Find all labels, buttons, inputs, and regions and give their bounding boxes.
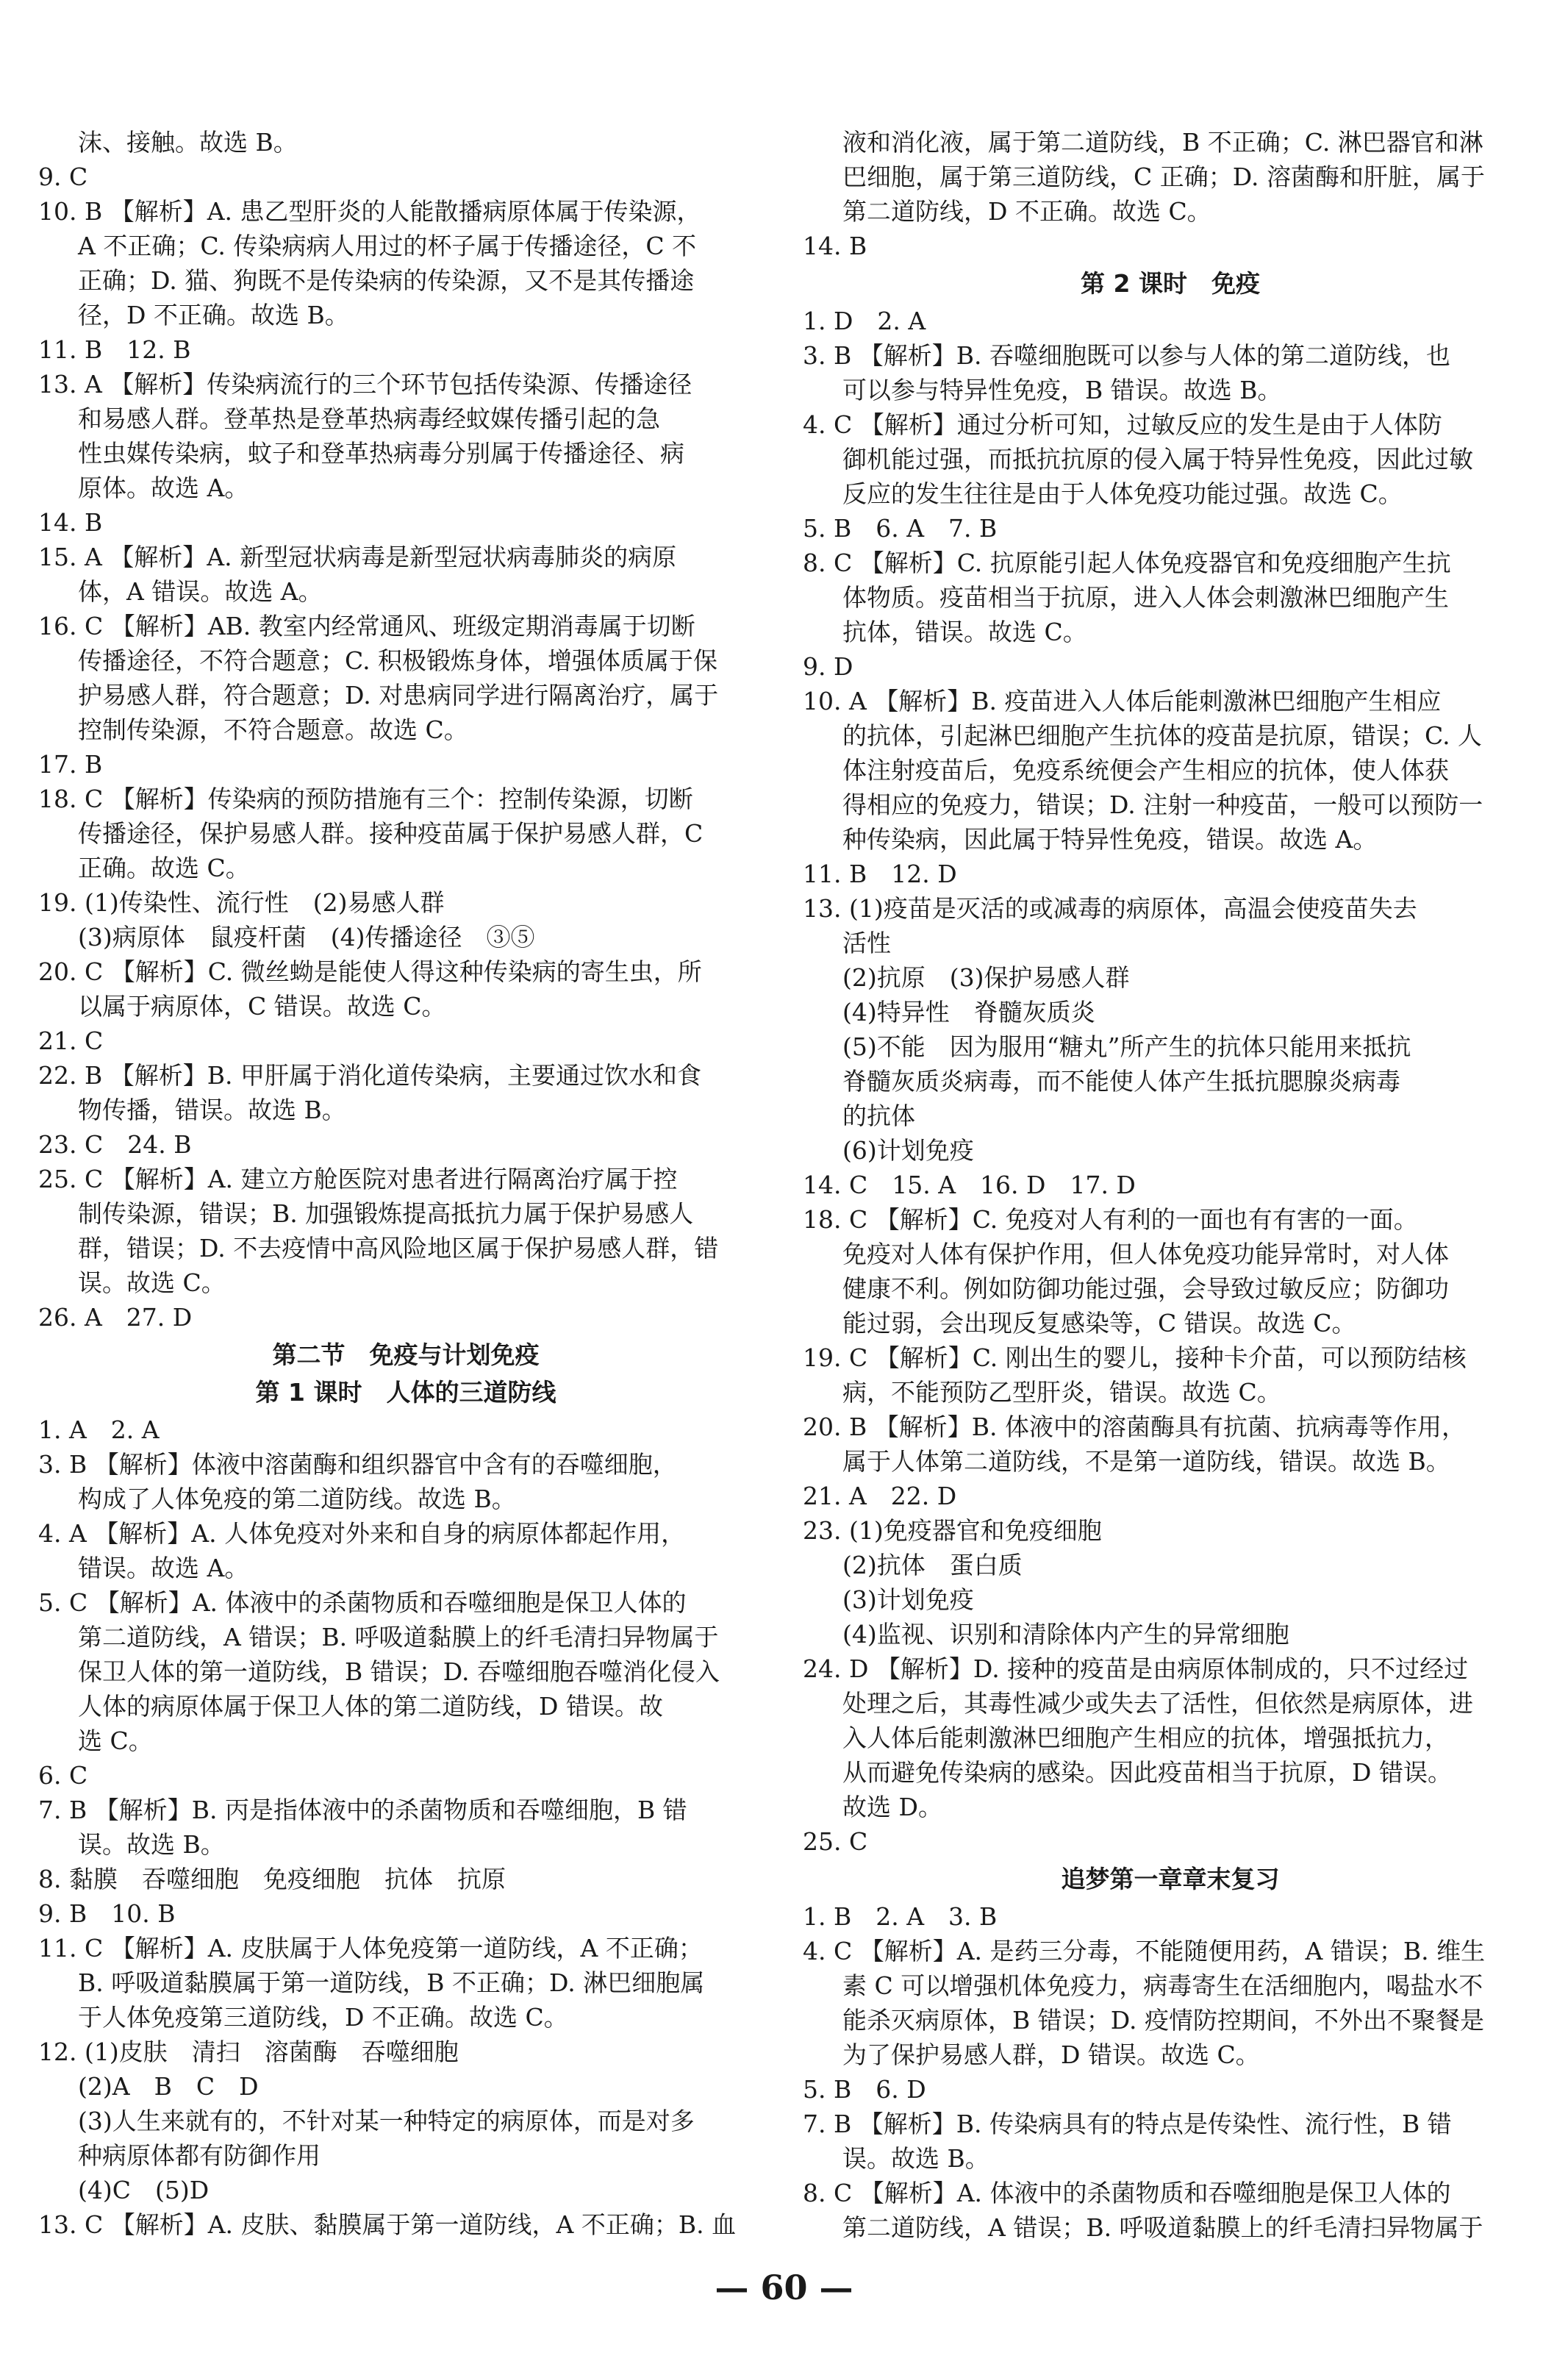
answer-line: 14. B (38, 508, 103, 537)
left-column (38, 125, 773, 2242)
answer-continuation: 可以参与特异性免疫，B 错误。故选 B。 (842, 376, 1282, 404)
answer-continuation: 原体。故选 A。 (78, 474, 249, 502)
answer-continuation: 素 C 可以增强机体免疫力，病毒寄生在活细胞内，喝盐水不 (842, 1971, 1483, 2000)
answer-continuation: 为了保护易感人群，D 错误。故选 C。 (842, 2040, 1260, 2069)
answer-continuation: 第二道防线，A 错误；B. 呼吸道黏膜上的纤毛清扫异物属于 (78, 1623, 719, 1651)
answer-line: 11. B 12. B (38, 335, 191, 364)
answer-line: 13. C 【解析】A. 皮肤、黏膜属于第一道防线，A 不正确；B. 血 (38, 2210, 737, 2239)
answer-continuation: 径，D 不正确。故选 B。 (78, 301, 349, 329)
answer-continuation: 传播途径，不符合题意；C. 积极锻炼身体，增强体质属于保 (78, 646, 718, 675)
answer-line: 8. C 【解析】A. 体液中的杀菌物质和吞噬细胞是保卫人体的 (803, 2179, 1451, 2207)
answer-line: 21. C (38, 1026, 104, 1055)
answer-continuation: 故选 D。 (842, 1793, 942, 1821)
answer-continuation: 属于人体第二道防线，不是第一道防线，错误。故选 B。 (842, 1447, 1450, 1476)
answer-continuation: 抗体，错误。故选 C。 (842, 618, 1087, 646)
answer-continuation: 保卫人体的第一道防线，B 错误；D. 吞噬细胞吞噬消化侵入 (78, 1657, 720, 1686)
answer-line: 7. B 【解析】B. 传染病具有的特点是传染性、流行性，B 错 (803, 2110, 1452, 2138)
section-heading: 追梦第一章章末复习 (1061, 1865, 1280, 1893)
answer-line: 18. C 【解析】传染病的预防措施有三个：控制传染源，切断 (38, 785, 693, 813)
answer-continuation: 性虫媒传染病，蚊子和登革热病毒分别属于传播途径、病 (78, 439, 684, 468)
answer-continuation: 选 C。 (78, 1726, 153, 1755)
answer-continuation: 群，错误；D. 不去疫情中高风险地区属于保护易感人群，错 (78, 1234, 719, 1262)
answer-line: 9. B 10. B (38, 1899, 176, 1928)
answer-continuation: 活性 (842, 929, 891, 957)
answer-continuation: (6)计划免疫 (842, 1136, 974, 1165)
answer-continuation: 巴细胞，属于第三道防线，C 正确；D. 溶菌酶和肝脏，属于 (842, 162, 1486, 191)
answer-continuation: 误。故选 B。 (78, 1830, 225, 1859)
answer-continuation: (4)C (5)D (78, 2176, 210, 2204)
answer-continuation: 脊髓灰质炎病毒，而不能使人体产生抵抗腮腺炎病毒 (842, 1067, 1400, 1096)
answer-line: 23. C 24. B (38, 1130, 192, 1159)
answer-line: 1. A 2. A (38, 1415, 160, 1444)
answer-line: 20. B 【解析】B. 体液中的溶菌酶具有抗菌、抗病毒等作用， (803, 1412, 1466, 1441)
answer-continuation: 正确；D. 猫、狗既不是传染病的传染源，又不是其传播途 (78, 266, 695, 295)
answer-continuation: (2)A B C D (78, 2072, 259, 2101)
answer-continuation: 第二道防线，A 错误；B. 呼吸道黏膜上的纤毛清扫异物属于 (842, 2213, 1483, 2242)
answer-line: 22. B 【解析】B. 甲肝属于消化道传染病，主要通过饮水和食 (38, 1061, 701, 1090)
answer-continuation: (5)不能 因为服用“糖丸”所产生的抗体只能用来抵抗 (842, 1032, 1411, 1061)
answer-continuation: 处理之后，其毒性减少或失去了活性，但依然是病原体，进 (842, 1689, 1473, 1718)
answer-continuation: 制传染源，错误；B. 加强锻炼提高抵抗力属于保护易感人 (78, 1199, 694, 1228)
answer-continuation: 误。故选 C。 (78, 1268, 226, 1297)
answer-continuation: (4)特异性 脊髓灰质炎 (842, 998, 1095, 1026)
answer-line: 17. B (38, 750, 103, 779)
answer-continuation: 控制传染源，不符合题意。故选 C。 (78, 715, 468, 744)
answer-continuation: 的抗体 (842, 1101, 915, 1130)
answer-continuation: 得相应的免疫力，错误；D. 注射一种疫苗，一般可以预防一 (842, 790, 1483, 819)
answer-continuation: 液和消化液，属于第二道防线，B 不正确；C. 淋巴器官和淋 (842, 128, 1483, 157)
answer-continuation: 从而避免传染病的感染。因此疫苗相当于抗原，D 错误。 (842, 1758, 1452, 1787)
answer-line: 11. C 【解析】A. 皮肤属于人体免疫第一道防线，A 不正确； (38, 1934, 703, 1963)
answer-line: 8. 黏膜 吞噬细胞 免疫细胞 抗体 抗原 (38, 1865, 506, 1893)
answer-line: 13. A 【解析】传染病流行的三个环节包括传染源、传播途径 (38, 370, 692, 399)
answer-line: 16. C 【解析】AB. 教室内经常通风、班级定期消毒属于切断 (38, 612, 695, 640)
answer-continuation: 第二道防线，D 不正确。故选 C。 (842, 197, 1211, 226)
answer-line: 25. C (803, 1827, 868, 1856)
answer-continuation: 免疫对人体有保护作用，但人体免疫功能异常时，对人体 (842, 1240, 1449, 1268)
answer-continuation: (4)监视、识别和清除体内产生的异常细胞 (842, 1620, 1289, 1649)
answer-continuation: 护易感人群，符合题意；D. 对患病同学进行隔离治疗，属于 (78, 681, 719, 710)
answer-line: 1. B 2. A 3. B (803, 1902, 998, 1931)
answer-continuation: 健康不利。例如防御功能过强，会导致过敏反应；防御功 (842, 1274, 1449, 1303)
answer-line: 6. C (38, 1761, 88, 1790)
answer-line: 4. C 【解析】通过分析可知，过敏反应的发生是由于人体防 (803, 410, 1442, 439)
answer-line: 5. B 6. A 7. B (803, 514, 998, 543)
answer-line: 3. B 【解析】体液中溶菌酶和组织器官中含有的吞噬细胞， (38, 1450, 677, 1479)
answer-line: 3. B 【解析】B. 吞噬细胞既可以参与人体的第二道防线，也 (803, 341, 1450, 370)
answer-line: 24. D 【解析】D. 接种的疫苗是由病原体制成的，只不过经过 (803, 1654, 1469, 1683)
answer-line: 4. A 【解析】A. 人体免疫对外来和自身的病原体都起作用， (38, 1519, 686, 1548)
answer-continuation: (3)病原体 鼠疫杆菌 (4)传播途径 ③⑤ (78, 923, 535, 951)
answer-continuation: 御机能过强，而抵抗抗原的侵入属于特异性免疫，因此过敏 (842, 445, 1473, 474)
page-number: — 60 — (715, 2268, 853, 2307)
answer-continuation: (2)抗原 (3)保护易感人群 (842, 963, 1130, 992)
section-heading: 第二节 免疫与计划免疫 (272, 1340, 540, 1369)
answer-line: 9. D (803, 652, 853, 681)
answer-line: 20. C 【解析】C. 微丝蚴是能使人得这种传染病的寄生虫，所 (38, 957, 702, 986)
answer-continuation: 体，A 错误。故选 A。 (78, 577, 323, 606)
answer-line: 11. B 12. D (803, 860, 957, 888)
answer-line: 15. A 【解析】A. 新型冠状病毒是新型冠状病毒肺炎的病原 (38, 543, 677, 571)
answer-line: 19. (1)传染性、流行性 (2)易感人群 (38, 888, 445, 917)
answer-continuation: 体物质。疫苗相当于抗原，进入人体会刺激淋巴细胞产生 (842, 583, 1449, 612)
answer-continuation: (3)人生来就有的，不针对某一种特定的病原体，而是对多 (78, 2107, 695, 2135)
answer-continuation: 种传染病，因此属于特异性免疫，错误。故选 A。 (842, 825, 1378, 854)
answer-continuation: 构成了人体免疫的第二道防线。故选 B。 (78, 1485, 516, 1513)
answer-continuation: 误。故选 B。 (842, 2144, 989, 2173)
answer-continuation: 能过弱，会出现反复感染等，C 错误。故选 C。 (842, 1309, 1356, 1338)
answer-continuation: 和易感人群。登革热是登革热病毒经蚊媒传播引起的急 (78, 404, 660, 433)
answer-continuation: 以属于病原体，C 错误。故选 C。 (78, 992, 446, 1021)
answer-continuation: 传播途径，保护易感人群。接种疫苗属于保护易感人群，C (78, 819, 704, 848)
answer-line: 9. C (38, 162, 88, 191)
answer-line: 1. D 2. A (803, 307, 926, 335)
answer-continuation: 体注射疫苗后，免疫系统便会产生相应的抗体，使人体获 (842, 756, 1449, 785)
answer-line: 13. (1)疫苗是灭活的或减毒的病原体，高温会使疫苗失去 (803, 894, 1417, 923)
answer-line: 18. C 【解析】C. 免疫对人有利的一面也有有害的一面。 (803, 1205, 1418, 1234)
answer-line: 26. A 27. D (38, 1303, 193, 1332)
answer-continuation: 物传播，错误。故选 B。 (78, 1096, 346, 1124)
answer-continuation: A 不正确；C. 传染病病人用过的杯子属于传播途径，C 不 (78, 232, 697, 260)
answer-line: 14. C 15. A 16. D 17. D (803, 1171, 1136, 1199)
answer-continuation: 反应的发生往往是由于人体免疫功能过强。故选 C。 (842, 479, 1403, 508)
answer-continuation: 入人体后能刺激淋巴细胞产生相应的抗体，增强抵抗力， (842, 1724, 1449, 1752)
answer-line: 14. B (803, 232, 867, 260)
answer-continuation: 病，不能预防乙型肝炎，错误。故选 C。 (842, 1378, 1281, 1407)
answer-continuation: 种病原体都有防御作用 (78, 2141, 321, 2170)
answer-continuation: 的抗体，引起淋巴细胞产生抗体的疫苗是抗原，错误；C. 人 (842, 721, 1483, 750)
answer-continuation: (2)抗体 蛋白质 (842, 1551, 1023, 1579)
answer-continuation: 错误。故选 A。 (78, 1554, 249, 1582)
answer-line: 10. A 【解析】B. 疫苗进入人体后能刺激淋巴细胞产生相应 (803, 687, 1442, 715)
section-heading: 第 2 课时 免疫 (1081, 269, 1260, 298)
answer-continuation: B. 呼吸道黏膜属于第一道防线，B 不正确；D. 淋巴细胞属 (78, 1968, 705, 1997)
answer-line: 25. C 【解析】A. 建立方舱医院对患者进行隔离治疗属于控 (38, 1165, 678, 1193)
answer-continuation: 于人体免疫第三道防线，D 不正确。故选 C。 (78, 2003, 568, 2032)
answer-line: 23. (1)免疫器官和免疫细胞 (803, 1516, 1102, 1545)
answer-continuation: 人体的病原体属于保卫人体的第二道防线，D 错误。故 (78, 1692, 663, 1721)
answer-continuation: (3)计划免疫 (842, 1585, 974, 1614)
section-heading: 第 1 课时 人体的三道防线 (255, 1378, 556, 1407)
answer-line: 4. C 【解析】A. 是药三分毒，不能随便用药，A 错误；B. 维生 (803, 1937, 1486, 1965)
answer-line: 12. (1)皮肤 清扫 溶菌酶 吞噬细胞 (38, 2038, 459, 2066)
answer-line: 19. C 【解析】C. 刚出生的婴儿，接种卡介苗，可以预防结核 (803, 1343, 1467, 1372)
answer-continuation: 能杀灭病原体，B 错误；D. 疫情防控期间，不外出不聚餐是 (842, 2006, 1485, 2035)
answer-line: 8. C 【解析】C. 抗原能引起人体免疫器官和免疫细胞产生抗 (803, 549, 1451, 577)
answer-line: 10. B 【解析】A. 患乙型肝炎的人能散播病原体属于传染源， (38, 197, 701, 226)
answer-continuation: 正确。故选 C。 (78, 854, 250, 882)
answer-line: 5. C 【解析】A. 体液中的杀菌物质和吞噬细胞是保卫人体的 (38, 1588, 687, 1617)
answer-line: 5. B 6. D (803, 2075, 926, 2104)
answer-continuation: 沫、接触。故选 B。 (78, 128, 298, 157)
answer-line: 7. B 【解析】B. 丙是指体液中的杀菌物质和吞噬细胞，B 错 (38, 1796, 687, 1824)
answer-line: 21. A 22. D (803, 1482, 957, 1510)
right-column (803, 125, 1538, 2245)
